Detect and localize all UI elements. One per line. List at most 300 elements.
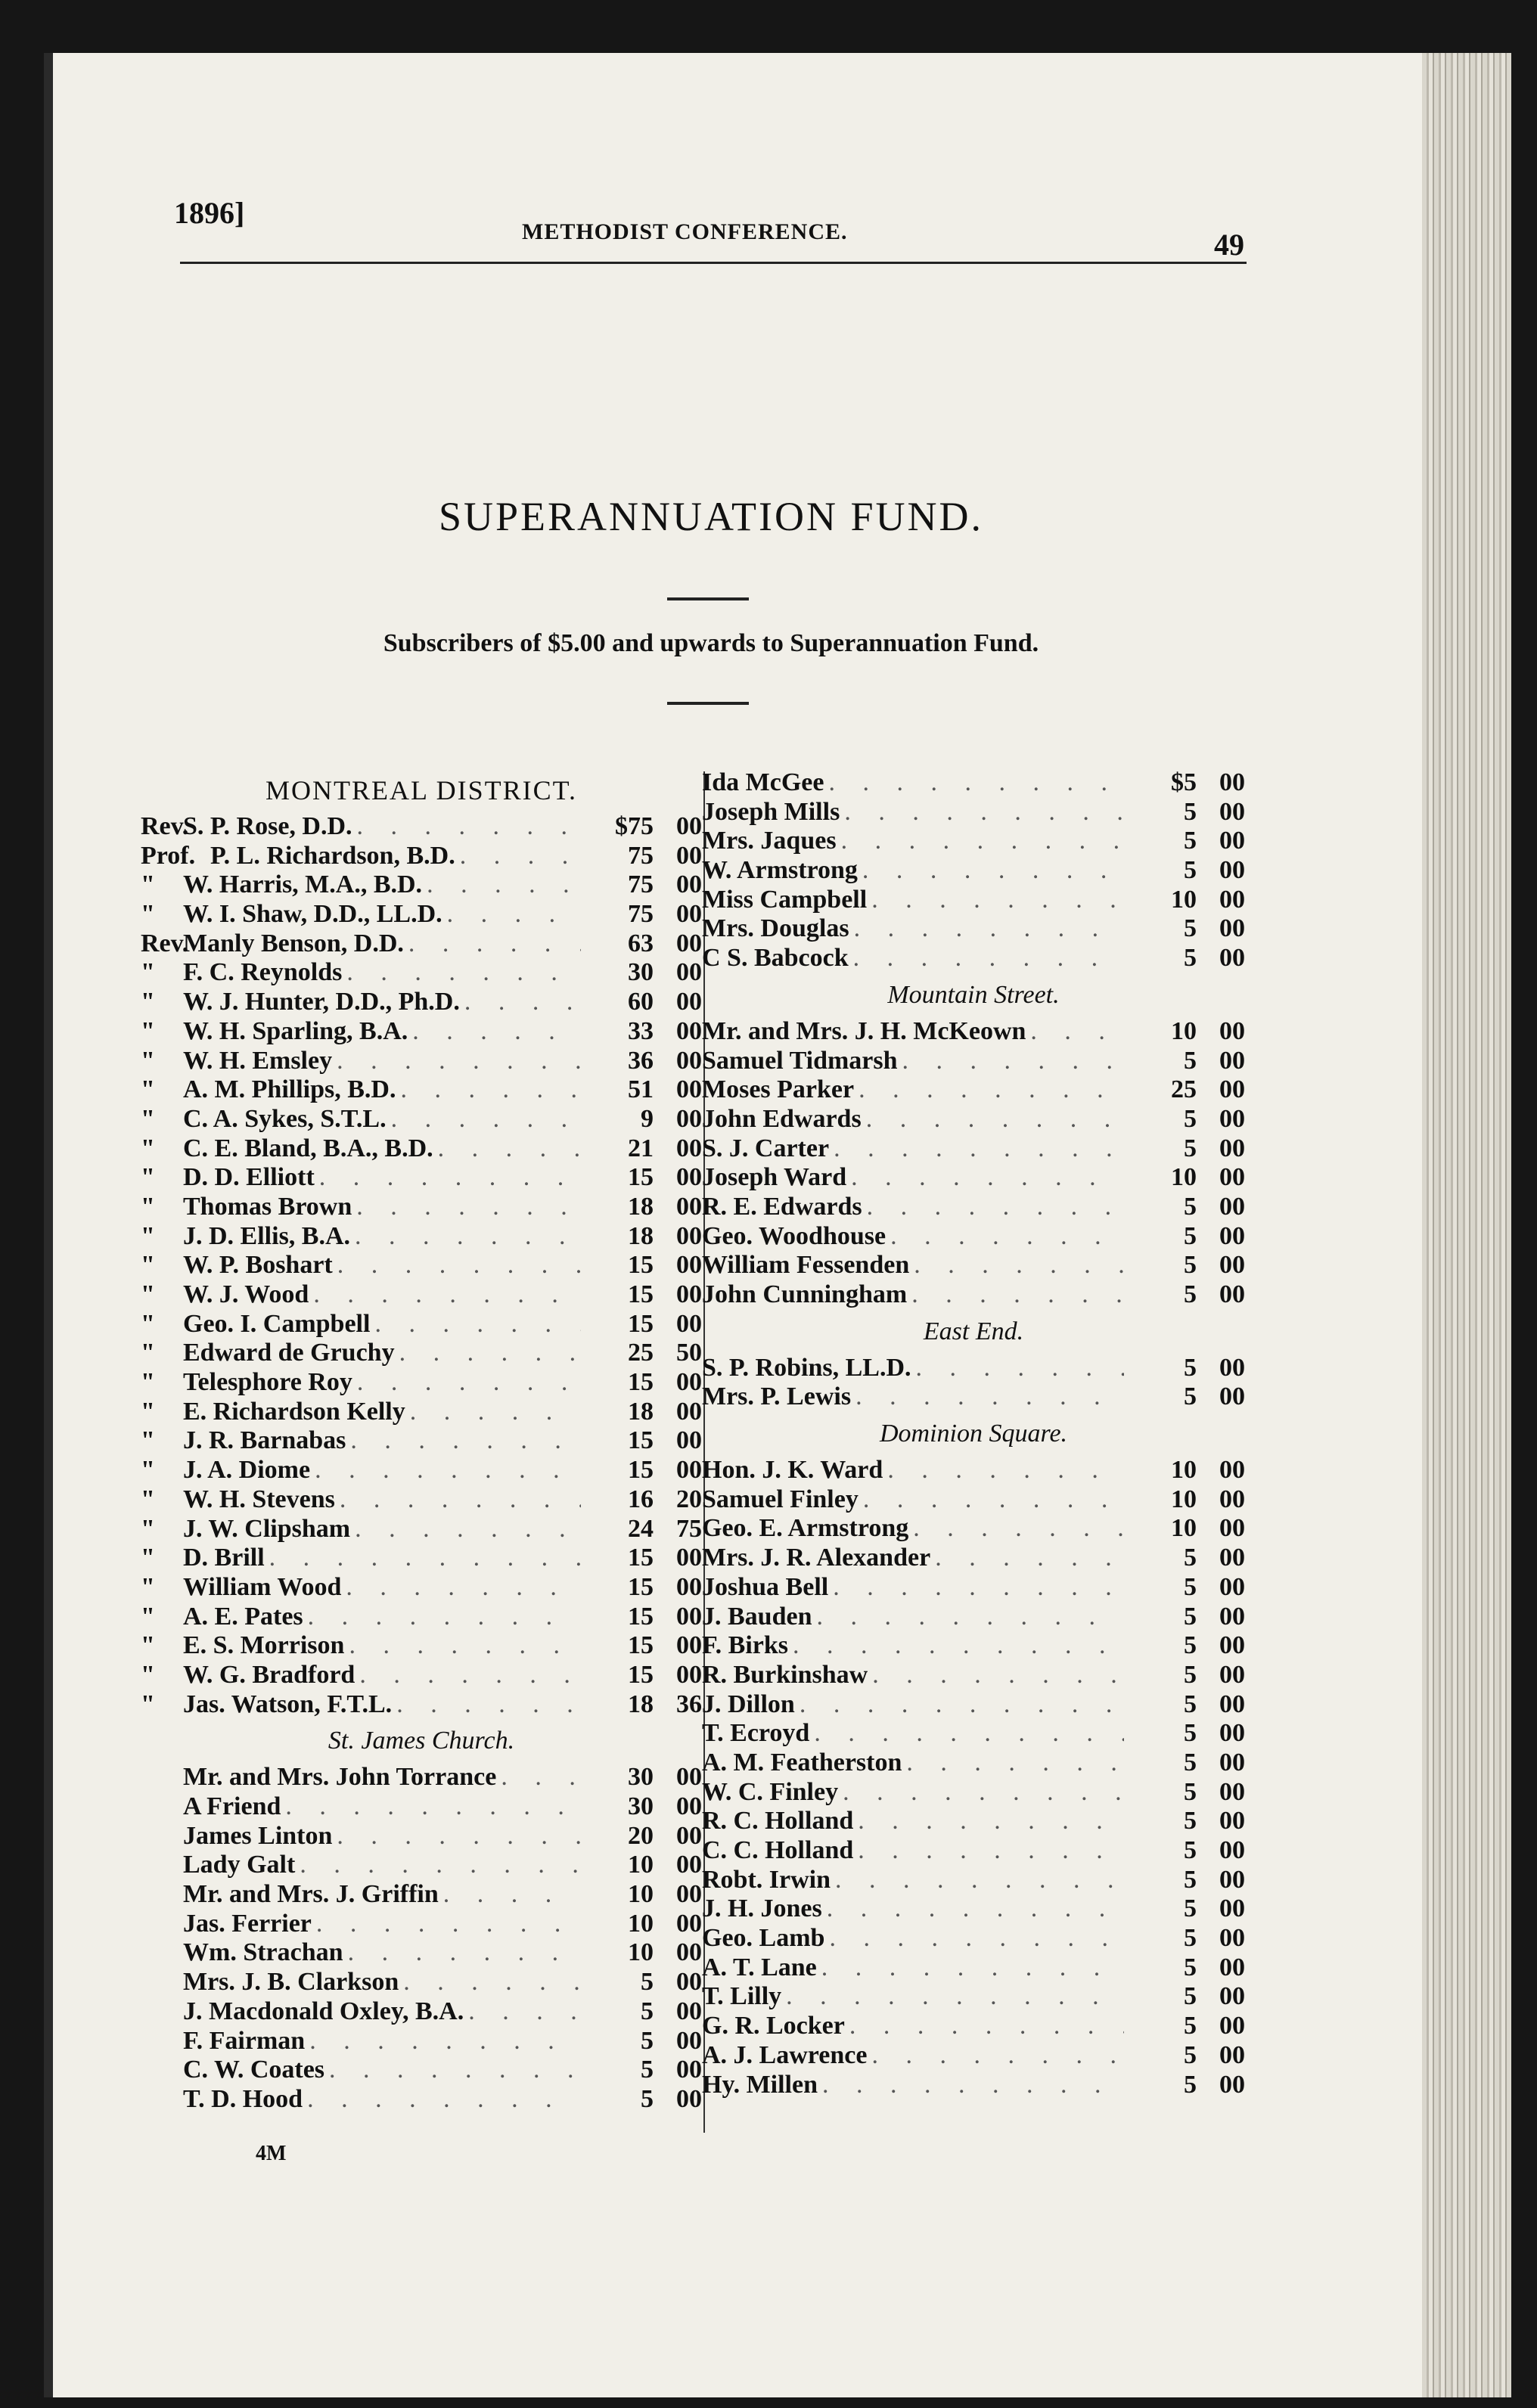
amount-dollars: 10 (628, 1909, 654, 1938)
subscriber-row (141, 1163, 702, 1193)
subscriber-name: Robt. Irwin (702, 1865, 831, 1894)
amount-cents: 00 (676, 1163, 702, 1192)
amount-cents: 00 (1219, 2040, 1245, 2069)
amount-dollars: 75 (628, 841, 654, 870)
subscriber-row (141, 1851, 702, 1880)
leader-dots (342, 958, 581, 988)
amount-dollars: 30 (628, 1763, 654, 1792)
section-heading: East End. (923, 1317, 1024, 1345)
subscriber-name: Edward de Gruchy (183, 1339, 395, 1367)
leader-dots (332, 1047, 581, 1076)
row-prefix: " (141, 870, 155, 899)
subscriber-name: J. R. Barnabas (183, 1426, 346, 1455)
amount-cents: 00 (676, 1938, 702, 1967)
amount-dollars: 5 (1184, 1280, 1197, 1308)
subscriber-name: R. Burkinshaw (702, 1660, 868, 1689)
leader-dots (886, 1222, 1124, 1252)
subscriber-name: Mrs. J. R. Alexander (702, 1544, 931, 1572)
amount-dollars: 10 (1171, 1456, 1197, 1485)
amount-dollars: 25 (628, 1339, 654, 1367)
subscriber-row (141, 1339, 702, 1368)
leader-dots (837, 827, 1124, 856)
subscriber-name: S. J. Carter (702, 1134, 830, 1162)
amount-dollars: 5 (1184, 1382, 1197, 1411)
amount-cents: 00 (676, 1104, 702, 1133)
amount-cents: 00 (676, 1134, 702, 1162)
subscriber-row (141, 2085, 702, 2115)
subscriber-name: Mrs. Douglas (702, 914, 849, 943)
subscriber-name: W. G. Bradford (183, 1660, 356, 1689)
leader-dots (795, 1690, 1124, 1720)
amount-cents: 00 (676, 929, 702, 957)
leader-dots (868, 1661, 1124, 1690)
amount-cents: 00 (676, 1602, 702, 1631)
subscriber-name: Geo. I. Campbell (183, 1309, 371, 1338)
row-prefix: " (141, 1602, 155, 1631)
subscriber-name: A. M. Featherston (702, 1748, 902, 1777)
subscriber-row (141, 1938, 702, 1968)
amount-dollars: 5 (641, 1968, 654, 1997)
subscriber-name: W. Armstrong (702, 856, 858, 885)
subscriber-name: W. H. Stevens (183, 1485, 335, 1513)
subscriber-row (141, 1222, 702, 1252)
subscriber-name: F. Fairman (183, 2026, 306, 2055)
row-prefix: " (141, 1514, 155, 1543)
subscriber-name: W. C. Finley (702, 1777, 839, 1806)
subscriber-row (702, 1603, 1245, 1632)
amount-cents: 00 (1219, 1924, 1245, 1953)
amount-cents: 00 (676, 1631, 702, 1660)
leader-dots (853, 1836, 1124, 1866)
leader-dots (846, 1163, 1124, 1193)
subscriber-row (141, 1310, 702, 1339)
amount-dollars: 15 (628, 1631, 654, 1660)
amount-cents: 00 (676, 900, 702, 929)
amount-dollars: 5 (1184, 1690, 1197, 1718)
amount-cents: 00 (1219, 1894, 1245, 1923)
subscriber-row (702, 1953, 1245, 1983)
leader-dots (455, 842, 581, 871)
row-prefix: " (141, 1075, 155, 1104)
amount-cents: 00 (1219, 768, 1245, 796)
subscriber-row (702, 1982, 1245, 2012)
subscriber-row (702, 1075, 1245, 1105)
subscriber-row (141, 1368, 702, 1398)
subscriber-name: J. Macdonald Oxley, B.A. (183, 1997, 464, 2025)
subscriber-row (702, 798, 1245, 827)
leader-dots (346, 1426, 581, 1456)
subscriber-name: J. Bauden (702, 1602, 812, 1631)
amount-dollars: 10 (1171, 885, 1197, 914)
subscriber-row (702, 2071, 1245, 2100)
subscriber-name: D. Brill (183, 1544, 265, 1572)
subscriber-row (141, 958, 702, 988)
subscriber-row (702, 1163, 1245, 1193)
subscriber-row (702, 1749, 1245, 1778)
amount-dollars: 5 (1184, 914, 1197, 943)
subscriber-row (702, 1690, 1245, 1720)
row-prefix: " (141, 1339, 155, 1367)
subscriber-row (702, 827, 1245, 856)
leader-dots (849, 914, 1124, 944)
amount-cents: 00 (1219, 1353, 1245, 1382)
subscriber-name: Mr. and Mrs. John Torrance (183, 1763, 497, 1792)
row-prefix: " (141, 1456, 155, 1485)
subscriber-row (141, 1017, 702, 1047)
row-prefix: " (141, 1660, 155, 1689)
subscriber-name: S. P. Rose, D.D. (183, 812, 352, 840)
subscriber-row (702, 1251, 1245, 1280)
row-prefix: " (141, 1397, 155, 1426)
subscriber-name: T. Ecroyd (702, 1719, 810, 1748)
amount-cents: 00 (1219, 1192, 1245, 1221)
subscriber-name: A. J. Lawrence (702, 2040, 868, 2069)
subscriber-row (702, 1456, 1245, 1485)
subscriber-row (141, 988, 702, 1017)
subscriber-name: G. R. Locker (702, 2012, 845, 2040)
row-prefix: " (141, 1631, 155, 1660)
amount-dollars: 10 (628, 1938, 654, 1967)
row-prefix: " (141, 1192, 155, 1221)
amount-dollars: 60 (628, 988, 654, 1016)
amount-dollars: 5 (1184, 1865, 1197, 1894)
subscriber-row (702, 856, 1245, 886)
leader-dots (824, 768, 1124, 798)
leader-dots (399, 1968, 581, 1997)
amount-cents: 00 (676, 1221, 702, 1250)
row-prefix: " (141, 1485, 155, 1513)
subscriber-row (702, 1047, 1245, 1076)
leader-dots (781, 1982, 1124, 2012)
subscriber-row (702, 1778, 1245, 1808)
amount-cents: 00 (676, 1572, 702, 1601)
amount-cents: 75 (676, 1514, 702, 1543)
amount-cents: 00 (1219, 1104, 1245, 1133)
amount-dollars: 5 (641, 2084, 654, 2113)
subscriber-row (141, 2027, 702, 2056)
subscriber-row (141, 1251, 702, 1280)
leader-dots (281, 1792, 581, 1822)
subscriber-name: Thomas Brown (183, 1192, 352, 1221)
subscriber-name: Moses Parker (702, 1075, 855, 1104)
subscriber-name: Hon. J. K. Ward (702, 1456, 883, 1485)
amount-cents: 00 (676, 1660, 702, 1689)
amount-dollars: 10 (628, 1851, 654, 1879)
amount-dollars: 5 (1184, 797, 1197, 826)
leader-dots (824, 1924, 1124, 1953)
leader-dots (422, 870, 581, 900)
amount-cents: 00 (676, 958, 702, 987)
amount-cents: 00 (676, 1075, 702, 1104)
subscriber-name: W. Harris, M.A., B.D. (183, 870, 423, 899)
subscriber-row (702, 2041, 1245, 2071)
subscriber-row (702, 1354, 1245, 1383)
subscriber-row (141, 1105, 702, 1134)
subscriber-row (141, 1661, 702, 1690)
amount-dollars: 33 (628, 1016, 654, 1045)
subscriber-name: C S. Babcock (702, 944, 849, 973)
subscriber-row (702, 1222, 1245, 1252)
subscriber-row (141, 1573, 702, 1603)
subscriber-row (141, 2056, 702, 2085)
section-heading: Dominion Square. (879, 1420, 1068, 1448)
leader-dots (370, 1310, 581, 1339)
amount-dollars: 10 (1171, 1016, 1197, 1045)
subscriber-row (141, 1075, 702, 1105)
leader-dots (911, 1354, 1124, 1383)
subscriber-row (141, 842, 702, 871)
amount-cents: 00 (1219, 1544, 1245, 1572)
subscriber-row (702, 1280, 1245, 1310)
leader-dots (442, 900, 581, 929)
amount-cents: 00 (676, 1016, 702, 1045)
subscriber-name: Manly Benson, D.D. (183, 929, 404, 957)
row-prefix: " (141, 1690, 155, 1718)
row-prefix: " (141, 1309, 155, 1338)
amount-dollars: 15 (628, 1660, 654, 1689)
row-prefix: " (141, 1251, 155, 1280)
leader-dots (845, 2012, 1124, 2041)
amount-dollars: 5 (1184, 1953, 1197, 1981)
subscriber-name: W. H. Sparling, B.A. (183, 1016, 408, 1045)
leader-dots (352, 1193, 581, 1222)
amount-dollars: 15 (628, 1251, 654, 1280)
amount-cents: 00 (676, 1880, 702, 1909)
leader-dots (335, 1485, 581, 1515)
leader-dots (303, 1603, 581, 1632)
leader-dots (853, 1807, 1124, 1836)
leader-dots (831, 1866, 1124, 1895)
leader-dots (908, 1514, 1124, 1544)
subscriber-row (702, 886, 1245, 915)
subscriber-row (141, 1968, 702, 1997)
amount-dollars: 16 (628, 1485, 654, 1513)
subscriber-name: Mrs. J. B. Clarkson (183, 1968, 399, 1997)
leader-dots (858, 856, 1124, 886)
row-prefix: " (141, 1046, 155, 1075)
subscriber-name: Jas. Watson, F.T.L. (183, 1690, 393, 1718)
subscriber-row (141, 1280, 702, 1310)
leader-dots (433, 1134, 581, 1164)
amount-dollars: 15 (628, 1163, 654, 1192)
leader-dots (350, 1222, 581, 1252)
leader-dots (464, 1997, 581, 2027)
subscriber-row (702, 1866, 1245, 1895)
subscriber-row (702, 1836, 1245, 1866)
amount-cents: 00 (676, 1821, 702, 1850)
amount-cents: 00 (676, 1397, 702, 1426)
subscriber-name: R. C. Holland (702, 1807, 854, 1835)
subscriber-row (141, 1398, 702, 1427)
amount-cents: 00 (676, 1309, 702, 1338)
amount-dollars: 75 (628, 900, 654, 929)
amount-dollars: 5 (1184, 856, 1197, 885)
subscriber-name: William Fessenden (702, 1251, 910, 1280)
amount-dollars: 51 (628, 1075, 654, 1104)
subscriber-name: J. A. Diome (183, 1456, 311, 1485)
leader-dots (851, 1382, 1124, 1412)
subscriber-name: A. T. Lane (702, 1953, 817, 1981)
subscriber-row (702, 1105, 1245, 1134)
amount-dollars: 63 (628, 929, 654, 957)
amount-cents: 00 (676, 2056, 702, 2084)
amount-dollars: 15 (628, 1572, 654, 1601)
leader-dots (355, 1661, 581, 1690)
leader-dots (404, 929, 581, 959)
subscriber-name: Samuel Tidmarsh (702, 1046, 898, 1075)
subscriber-name: F. Birks (702, 1631, 789, 1660)
amount-cents: 00 (1219, 1777, 1245, 1806)
amount-cents: 00 (1219, 1456, 1245, 1485)
leader-dots (392, 1690, 581, 1720)
subscriber-row (702, 1544, 1245, 1573)
amount-dollars: 5 (1184, 1748, 1197, 1777)
subscriber-row (141, 1792, 702, 1822)
leader-dots (812, 1603, 1125, 1632)
subscriber-name: Wm. Strachan (183, 1938, 343, 1967)
subscriber-row (141, 1456, 702, 1485)
page-number: 49 (1214, 228, 1244, 262)
subscriber-name: A. E. Pates (183, 1602, 303, 1631)
amount-dollars: 15 (628, 1544, 654, 1572)
amount-dollars: 20 (628, 1821, 654, 1850)
subscriber-row (702, 1719, 1245, 1749)
amount-cents: 00 (676, 1544, 702, 1572)
amount-dollars: 36 (628, 1046, 654, 1075)
leader-dots (350, 1515, 581, 1544)
running-title: METHODIST CONFERENCE. (522, 219, 848, 244)
leader-dots (439, 1880, 581, 1910)
leader-dots (867, 886, 1124, 915)
leader-dots (295, 1851, 581, 1880)
amount-cents: 00 (676, 1851, 702, 1879)
amount-cents: 00 (1219, 1660, 1245, 1689)
amount-cents: 00 (1219, 885, 1245, 914)
leader-dots (907, 1280, 1124, 1310)
amount-cents: 00 (1219, 944, 1245, 973)
row-prefix: " (141, 1221, 155, 1250)
amount-dollars: 5 (1184, 1046, 1197, 1075)
subscriber-row (702, 1514, 1245, 1544)
amount-dollars: 18 (628, 1690, 654, 1718)
amount-cents: 00 (676, 1792, 702, 1820)
amount-cents: 00 (676, 1280, 702, 1308)
subscriber-row (702, 944, 1245, 973)
subscriber-name: E. Richardson Kelly (183, 1397, 405, 1426)
subscriber-row (141, 1426, 702, 1456)
subscriber-row (702, 1894, 1245, 1924)
leader-dots (849, 944, 1124, 973)
amount-cents: 00 (1219, 1690, 1245, 1718)
subscriber-name: S. P. Robins, LL.D. (702, 1353, 911, 1382)
subscriber-name: C. A. Sykes, S.T.L. (183, 1104, 387, 1133)
amount-cents: 00 (1219, 1251, 1245, 1280)
amount-cents: 00 (676, 1192, 702, 1221)
subscriber-name: Mr. and Mrs. J. Griffin (183, 1880, 439, 1909)
amount-dollars: 75 (628, 870, 654, 899)
amount-dollars: 5 (1184, 1221, 1197, 1250)
subscriber-row (141, 1910, 702, 1939)
subscriber-row (141, 1193, 702, 1222)
amount-cents: 00 (1219, 827, 1245, 855)
subscriber-name: F. C. Reynolds (183, 958, 343, 987)
subscriber-row (141, 812, 702, 842)
subscriber-row (702, 1382, 1245, 1412)
row-prefix: " (141, 1544, 155, 1572)
title-rule-top (667, 597, 749, 600)
amount-dollars: 5 (1184, 1807, 1197, 1835)
subscriber-row (141, 1690, 702, 1720)
row-prefix: " (141, 988, 155, 1016)
amount-cents: 00 (1219, 1865, 1245, 1894)
amount-cents: 20 (676, 1485, 702, 1513)
right-column (702, 768, 1245, 2099)
subscriber-row (141, 1763, 702, 1792)
leader-dots (898, 1047, 1124, 1076)
subscriber-row (702, 768, 1245, 798)
amount-dollars: 18 (628, 1221, 654, 1250)
amount-cents: 00 (676, 1426, 702, 1455)
amount-dollars: 9 (641, 1104, 654, 1133)
amount-dollars: 5 (641, 2056, 654, 2084)
amount-cents: 00 (1219, 914, 1245, 943)
amount-cents: 00 (676, 1763, 702, 1792)
subscriber-name: C. E. Bland, B.A., B.D. (183, 1134, 433, 1162)
amount-cents: 00 (1219, 1075, 1245, 1104)
amount-dollars: 15 (628, 1309, 654, 1338)
subscriber-name: John Edwards (702, 1104, 862, 1133)
subscriber-row (702, 1134, 1245, 1164)
amount-dollars: 5 (1184, 1602, 1197, 1631)
row-prefix: Rev. (141, 812, 189, 840)
subscriber-name: John Cunningham (702, 1280, 908, 1308)
amount-cents: 00 (676, 1968, 702, 1997)
amount-cents: 00 (1219, 1485, 1245, 1513)
subscriber-name: E. S. Morrison (183, 1631, 345, 1660)
subscriber-name: R. E. Edwards (702, 1192, 862, 1221)
amount-dollars: 5 (1184, 1924, 1197, 1953)
leader-dots (265, 1544, 581, 1573)
leader-dots (405, 1398, 581, 1427)
amount-cents: 00 (676, 2026, 702, 2055)
amount-cents: 00 (1219, 856, 1245, 885)
subscriber-name: Lady Galt (183, 1851, 296, 1879)
subscriber-name: Mrs. Jaques (702, 827, 837, 855)
section-heading: Mountain Street. (887, 980, 1060, 1009)
row-prefix: Rev. (141, 929, 189, 957)
amount-cents: 00 (676, 870, 702, 899)
leader-dots (309, 1280, 581, 1310)
amount-dollars: 24 (628, 1514, 654, 1543)
amount-dollars: 10 (628, 1880, 654, 1909)
amount-dollars: 5 (1184, 1631, 1197, 1660)
leader-dots (838, 1778, 1124, 1808)
subscriber-name: T. D. Hood (183, 2084, 303, 2113)
amount-cents: 00 (1219, 1631, 1245, 1660)
page-edges (1422, 53, 1511, 2397)
leader-dots (862, 1105, 1124, 1134)
amount-dollars: $5 (1171, 768, 1197, 796)
subscriber-name: A Friend (183, 1792, 281, 1820)
subscriber-name: William Wood (183, 1572, 342, 1601)
row-prefix: " (141, 958, 155, 987)
leader-dots (829, 1134, 1124, 1164)
amount-dollars: 5 (1184, 1660, 1197, 1689)
leader-dots (341, 1573, 581, 1603)
amount-dollars: 5 (1184, 1353, 1197, 1382)
amount-dollars: 5 (1184, 1251, 1197, 1280)
leader-dots (817, 1953, 1124, 1983)
